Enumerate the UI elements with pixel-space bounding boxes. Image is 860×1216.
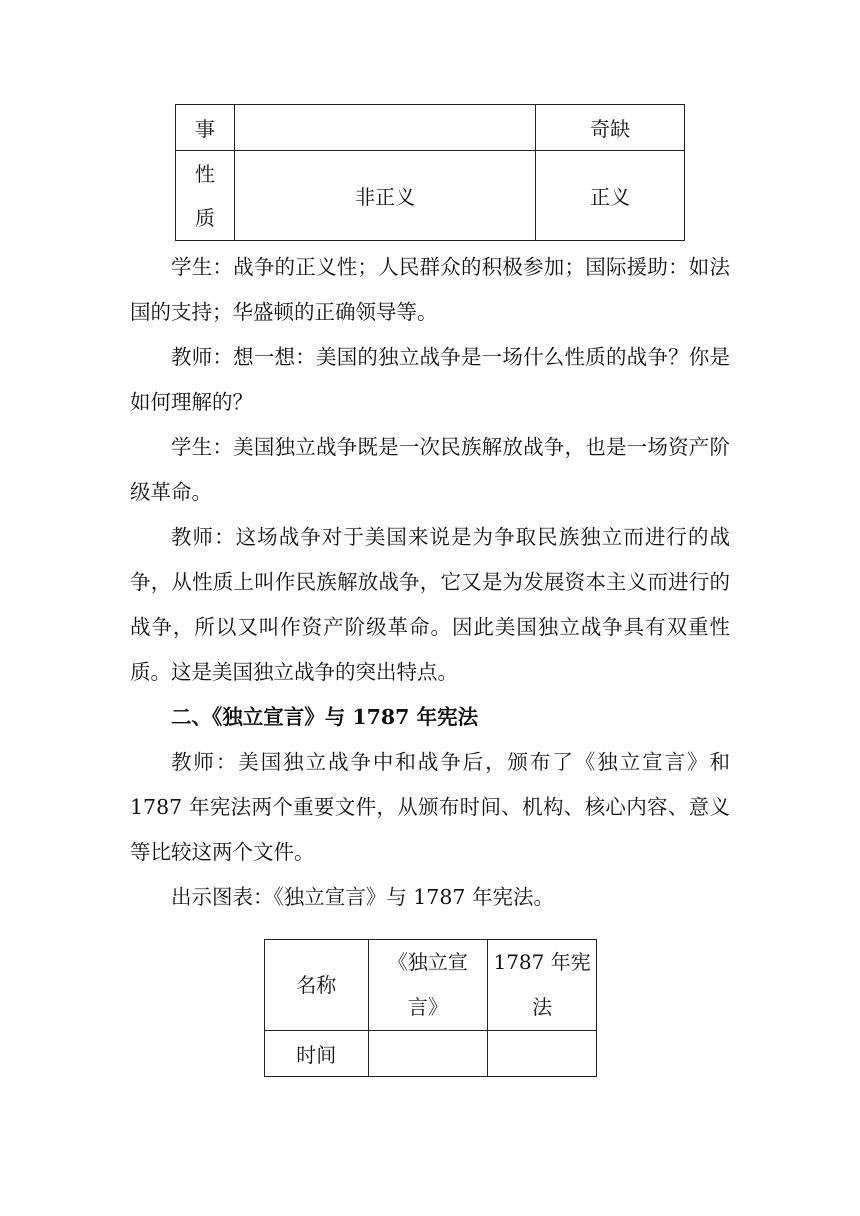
table-header-cell [488,940,597,1031]
documents-comparison-table [264,939,597,1077]
cell-text-line: 言》 [407,995,448,1019]
table-row [176,105,685,151]
paragraph-show-chart: 出示图表：《独立宣言》与 1787 年宪法。 [171,885,554,909]
cell-text-line: 质 [194,205,215,230]
table-cell: 非正义 [234,151,535,241]
paragraph-teacher-1: 教师：想一想：美国的独立战争是一场什么性质的战争？你是如何理解的？ [130,345,730,414]
table-cell [234,105,535,151]
table-cell: 正义 [536,151,685,241]
table-cell: 奇缺 [536,105,685,151]
table-row [176,151,685,241]
cell-text-line: 1787 年宪 [493,950,591,974]
cell-text-line: 性 [194,161,215,186]
table-row [265,1031,597,1077]
paragraph-teacher-3: 教师：美国独立战争中和战争后，颁布了《独立宣言》和 1787 年宪法两个重要文件，从颁布时间、机构、核心内容、意义等比较这两个文件。 [130,750,730,864]
table-cell-nature-label [176,151,235,241]
paragraph-student-1: 学生：战争的正义性；人民群众的积极参加；国际援助：如法国的支持；华盛顿的正确领导等。 [130,255,730,324]
cell-text-line: 《独立宣 [387,950,468,974]
table-header-cell: 名称 [265,940,369,1031]
section-heading: 二、《独立宣言》与 1787 年宪法 [171,705,479,729]
table-header-cell [368,940,488,1031]
table-header-row [265,940,597,1031]
table-cell: 事 [176,105,235,151]
table-cell: 时间 [265,1031,369,1077]
paragraph-student-2: 学生：美国独立战争既是一次民族解放战争，也是一场资产阶级革命。 [130,435,730,504]
war-comparison-table [175,104,685,241]
paragraph-teacher-2: 教师：这场战争对于美国来说是为争取民族独立而进行的战争，从性质上叫作民族解放战争，它又是为发展资本主义而进行的战争，所以又叫作资产阶级革命。因此美国独立战争具有双重性质。这是美国独立战争的突出特点。 [130,525,730,684]
table-cell [368,1031,488,1077]
cell-text-line: 法 [532,995,553,1019]
table-cell [488,1031,597,1077]
